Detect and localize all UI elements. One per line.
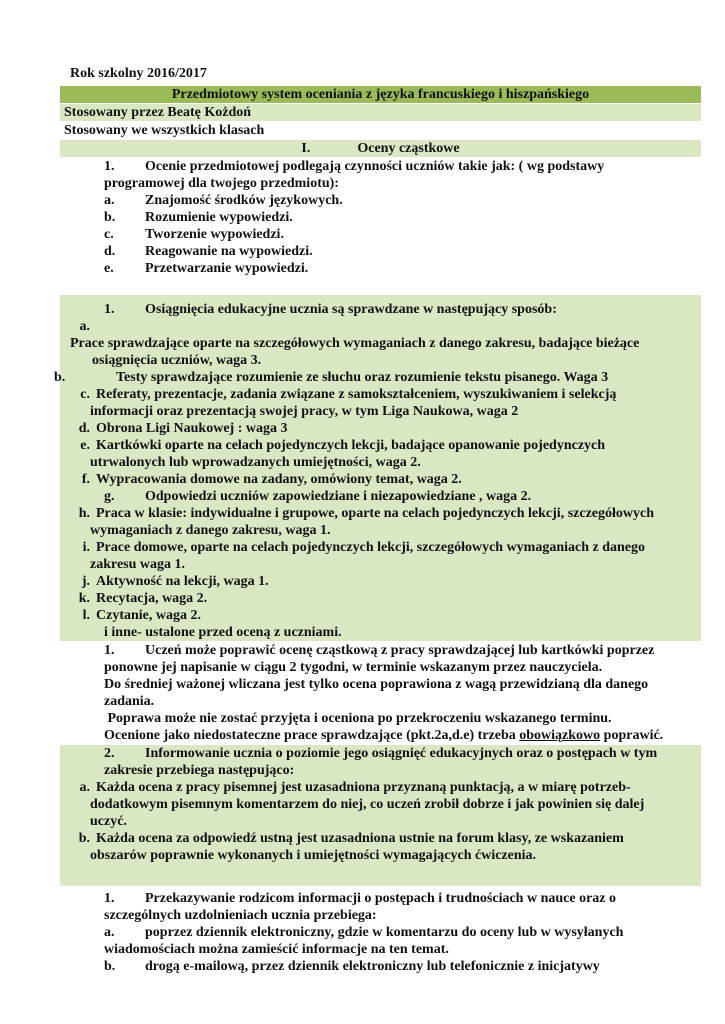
list-item — [64, 488, 697, 505]
list-item — [64, 924, 697, 941]
item-text: Aktywność na lekcji, waga 1. — [96, 574, 269, 589]
item-text: Każda ocena z pracy pisemnej jest uzasadniona przyznaną punktacją, a w miarę potrzeb- — [96, 780, 631, 795]
item-text: Referaty, prezentacje, zadania związane z samokształceniem, wyszukiwaniem i selekcją — [96, 387, 617, 402]
underlined-word: obowiązkowo — [519, 728, 601, 743]
item-letter: d. — [78, 421, 90, 436]
assessed-activities-block — [60, 158, 701, 295]
item-letter: a. — [104, 193, 115, 208]
grade-correction-block — [60, 642, 701, 745]
info-intro — [64, 745, 697, 762]
applied-in: Stosowany we wszystkich klasach — [64, 123, 265, 138]
item-letter: g. — [104, 489, 115, 504]
item-text: Prace sprawdzające oparte na szczegółowych wymaganiach z danego zakresu, badające bieżące — [70, 336, 640, 351]
list-item — [64, 779, 697, 796]
item-text: Prace domowe, oparte na celach pojedynczych lekcji, szczegółowych wymaganiach z danego — [96, 540, 646, 555]
list-item — [64, 243, 697, 260]
list-item — [64, 573, 697, 590]
intro-text-cont: programowej dla twojego przedmiotu): — [104, 176, 339, 191]
list-item — [64, 420, 697, 437]
correction-text: ponowne jej napisanie w ciągu 2 tygodni, w terminie wskazanym przez nauczyciela. — [104, 660, 603, 675]
list-number: 1. — [104, 302, 115, 317]
list-number: 2. — [104, 746, 115, 761]
item-text: uczyć. — [90, 814, 127, 829]
item-letter: j. — [81, 574, 90, 589]
assessment-methods-block — [60, 295, 701, 642]
item-letter: b. — [104, 959, 116, 974]
item-text: Reagowanie na wypowiedzi. — [145, 244, 313, 259]
item-text: Odpowiedzi uczniów zapowiedziane i niezapowiedziane , waga 2. — [145, 489, 532, 504]
item-letter: c. — [104, 227, 114, 242]
parent-info-text: szczególnych uzdolnieniach ucznia przebiega: — [104, 908, 377, 923]
item-text: wymaganiach z danego zakresu, waga 1. — [90, 523, 331, 538]
correction-text: poprawić. — [600, 728, 664, 743]
applied-by-row — [60, 104, 701, 122]
applied-by: Stosowany przez Beatę Kożdoń — [64, 105, 252, 120]
list-item — [64, 437, 697, 454]
item-text: Wypracowania domowe na zadany, omówiony temat, waga 2. — [96, 472, 462, 487]
item-text: informacji oraz prezentacją swojej pracy, w tym Liga Naukowa, waga 2 — [90, 404, 519, 419]
other-methods-note: i inne- ustalone przed oceną z uczniami. — [104, 625, 342, 640]
item-letter: e. — [80, 438, 90, 453]
correction-text: Uczeń może poprawić ocenę cząstkową z pracy sprawdzającej lub kartkówki poprzez — [145, 643, 655, 658]
list-item — [64, 260, 697, 277]
list-item — [64, 539, 697, 556]
list-item — [64, 209, 697, 226]
correction-intro — [64, 642, 697, 659]
student-information-block — [60, 745, 701, 887]
assessed-activities-intro — [64, 158, 697, 175]
correction-text: zadania. — [104, 694, 155, 709]
item-text: wiadomościach można zamieścić informacje na ten temat. — [104, 942, 449, 957]
item-letter: c. — [80, 387, 90, 402]
parent-info-intro — [64, 890, 697, 907]
list-item — [64, 192, 697, 209]
item-letter: a. — [79, 780, 90, 795]
item-text: Znajomość środków językowych. — [145, 193, 343, 208]
item-text: Recytacja, waga 2. — [96, 591, 208, 606]
list-number: 1. — [104, 643, 115, 658]
section-heading — [60, 140, 701, 158]
item-letter: a. — [104, 925, 115, 940]
parent-information-block — [60, 887, 701, 976]
list-item — [64, 471, 697, 488]
correction-text: Ocenione jako niedostateczne prace sprawdzające (pkt.2a,d.e) trzeba — [104, 728, 520, 743]
item-letter: b. — [78, 831, 90, 846]
item-text: Każda ocena za odpowiedź ustną jest uzasadniona ustnie na forum klasy, ze wskazaniem — [96, 831, 624, 846]
section-number: I. — [301, 141, 311, 156]
item-text: Kartkówki oparte na celach pojedynczych lekcji, badające opanowanie pojedynczych — [96, 438, 606, 453]
list-item — [64, 505, 697, 522]
item-text: zakresu waga 1. — [90, 557, 186, 572]
section-heading-row — [60, 140, 701, 158]
item-letter: a. — [79, 319, 90, 334]
list-number: 1. — [104, 159, 115, 174]
parent-info-text: Przekazywanie rodzicom informacji o postępach i trudnościach w nauce oraz o — [145, 891, 617, 906]
list-item — [64, 386, 697, 403]
title-row — [60, 86, 701, 104]
item-letter: k. — [78, 591, 90, 606]
item-text: Rozumienie wypowiedzi. — [145, 210, 293, 225]
list-item — [64, 607, 697, 624]
list-item — [64, 318, 697, 335]
list-item — [64, 958, 697, 975]
list-number: 1. — [104, 891, 115, 906]
info-text: Informowanie ucznia o poziomie jego osiągnięć edukacyjnych oraz o postępach w tym — [145, 746, 658, 761]
item-text: Tworzenie wypowiedzi. — [145, 227, 284, 242]
item-letter: i. — [82, 540, 90, 555]
item-text: dodatkowym pisemnym komentarzem do niej, co uczeń zrobił dobrze i jak powinien się dalej — [90, 797, 645, 812]
item-letter: b. — [54, 370, 66, 385]
document-title: Przedmiotowy system oceniania z języka francuskiego i hiszpańskiego — [171, 87, 590, 102]
item-letter: b. — [104, 210, 116, 225]
item-letter: l. — [82, 608, 90, 623]
methods-intro — [64, 301, 697, 318]
methods-text: Osiągnięcia edukacyjne ucznia są sprawdzane w następujący sposób: — [145, 302, 557, 317]
list-item — [64, 226, 697, 243]
item-text: osiągnięcia uczniów, waga 3. — [92, 353, 262, 368]
item-letter: f. — [81, 472, 90, 487]
item-text: Praca w klasie: indywidualne i grupowe, oparte na celach pojedynczych lekcji, szczegółowych — [96, 506, 655, 521]
list-item — [64, 590, 697, 607]
item-text: Przetwarzanie wypowiedzi. — [145, 261, 309, 276]
info-text: zakresie przebiega następująco: — [104, 763, 295, 778]
correction-mandatory-line — [64, 727, 697, 744]
item-text: Obrona Ligi Naukowej : waga 3 — [96, 421, 288, 436]
grading-table — [54, 86, 701, 975]
item-text: Czytanie, waga 2. — [96, 608, 201, 623]
item-text: Testy sprawdzające rozumienie ze słuchu oraz rozumienie tekstu pisanego. Waga 3 — [116, 370, 609, 385]
intro-text: Ocenie przedmiotowej podlegają czynności uczniów takie jak: ( wg podstawy — [145, 159, 605, 174]
item-text: obszarów poprawnie wykonanych i umiejętności wymagających ćwiczenia. — [90, 848, 537, 863]
list-item — [64, 830, 697, 847]
item-letter: h. — [78, 506, 90, 521]
item-letter: d. — [104, 244, 116, 259]
correction-text: Do średniej ważonej wliczana jest tylko ocena poprawiona z wagą przewidzianą dla danego — [104, 677, 649, 692]
item-text: utrwalonych lub wprowadzanych umiejętności, waga 2. — [90, 455, 421, 470]
item-letter: e. — [104, 261, 114, 276]
list-item — [54, 369, 697, 386]
section-title: Oceny cząstkowe — [357, 141, 460, 156]
item-text: drogą e-mailową, przez dziennik elektroniczny lub telefonicznie z inicjatywy — [145, 959, 600, 974]
correction-text: Poprawa może nie zostać przyjęta i oceniona po przekroczeniu wskazanego terminu. — [104, 711, 612, 726]
school-year: Rok szkolny 2016/2017 — [70, 66, 207, 81]
applied-in-row — [60, 122, 701, 140]
item-text: poprzez dziennik elektroniczny, gdzie w komentarzu do oceny lub w wysyłanych — [145, 925, 624, 940]
